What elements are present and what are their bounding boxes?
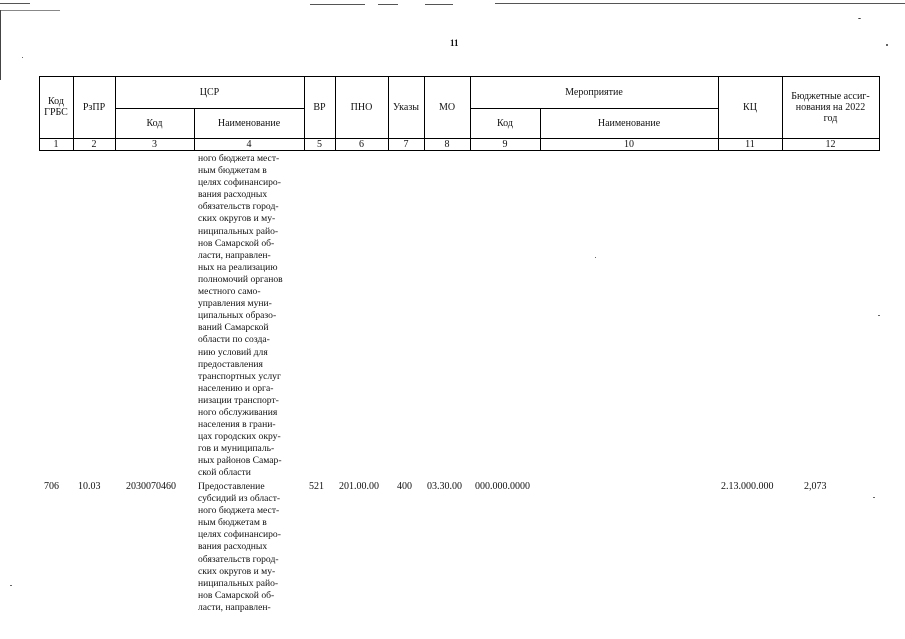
scan-speck (873, 497, 875, 498)
table-border (39, 150, 880, 151)
column-number: 10 (624, 138, 634, 150)
page-number: 11 (450, 38, 459, 48)
header-meropriyatie: Мероприятие (565, 86, 623, 98)
header-budget: Бюджетные ассиг-нования на 2022 год (791, 90, 870, 124)
column-number: 5 (317, 138, 322, 150)
cell-mer-kod: 000.000.0000 (475, 481, 530, 492)
cell-pno: 201.00.00 (339, 481, 379, 492)
scan-speck (595, 257, 596, 258)
header-vr: ВР (313, 101, 326, 113)
column-number: 4 (246, 138, 252, 150)
scan-speck (858, 18, 861, 19)
column-number: 11 (745, 138, 755, 150)
cell-amount: 2,073 (804, 481, 827, 492)
cell-csr-kod: 2030070460 (126, 481, 176, 492)
cell-grbs: 706 (44, 481, 59, 492)
column-number: 2 (91, 138, 97, 150)
column-number: 7 (403, 138, 409, 150)
cell-rzpr: 10.03 (78, 481, 101, 492)
scan-speck (878, 315, 880, 316)
scan-artifact-line (0, 10, 60, 11)
header-mer-kod: Код (497, 117, 513, 129)
scan-artifact-line (378, 4, 398, 5)
cell-vr: 521 (309, 481, 324, 492)
scan-speck (10, 585, 12, 586)
scan-speck (886, 44, 888, 46)
scan-artifact-line (495, 3, 905, 4)
table-header (39, 76, 880, 151)
scan-artifact-line (0, 3, 30, 4)
header-csr-naim: Наименование (217, 117, 281, 129)
column-number: 12 (825, 138, 836, 150)
scan-artifact-line (0, 10, 1, 80)
header-mer-naim: Наименование (597, 117, 661, 129)
cell-ukazy: 400 (397, 481, 412, 492)
header-kod-grbs: Код ГРБС (44, 96, 68, 118)
column-number: 8 (444, 138, 450, 150)
scan-speck (22, 57, 23, 58)
header-csr: ЦСР (199, 86, 220, 98)
column-number: 3 (152, 138, 157, 150)
header-rzpr: РзПР (82, 101, 106, 113)
cell-csr-naim: Предоставление субсидий из област- ного бюджета мест- ным бюджетам в целях софинансиро- вания расходных обязательств город- ских округов и му- ниципальных райо- нов Самарской об- ласти, направлен- (198, 481, 281, 613)
cell-mo: 03.30.00 (427, 481, 462, 492)
column-number: 1 (53, 138, 59, 150)
header-mo: МО (438, 101, 456, 113)
column-number: 6 (359, 138, 364, 150)
scan-artifact-line (425, 4, 453, 5)
continued-description: ного бюджета мест- ным бюджетам в целях софинансиро- вания расходных обязательств город- ских округов и му- ниципальных райо- нов Самарской об- ласти, направлен- ных на реализацию полномочий органов местного само- управления муни- ципальных образо- ваний Самарской области по созда- нию условий для предоставления транспортных услуг населению и орга- низации транспорт- ного обслуживания населения в грани- цах городских окру- гов и муниципаль- ных районов Самар- ской области (198, 153, 283, 479)
column-number: 9 (502, 138, 508, 150)
header-kc: КЦ (743, 101, 757, 113)
cell-kc: 2.13.000.000 (721, 481, 774, 492)
header-ukazy: Указы (392, 101, 419, 113)
scan-artifact-line (310, 4, 365, 5)
header-pno: ПНО (350, 101, 373, 113)
table-border (879, 76, 880, 151)
header-csr-kod: Код (146, 117, 163, 129)
